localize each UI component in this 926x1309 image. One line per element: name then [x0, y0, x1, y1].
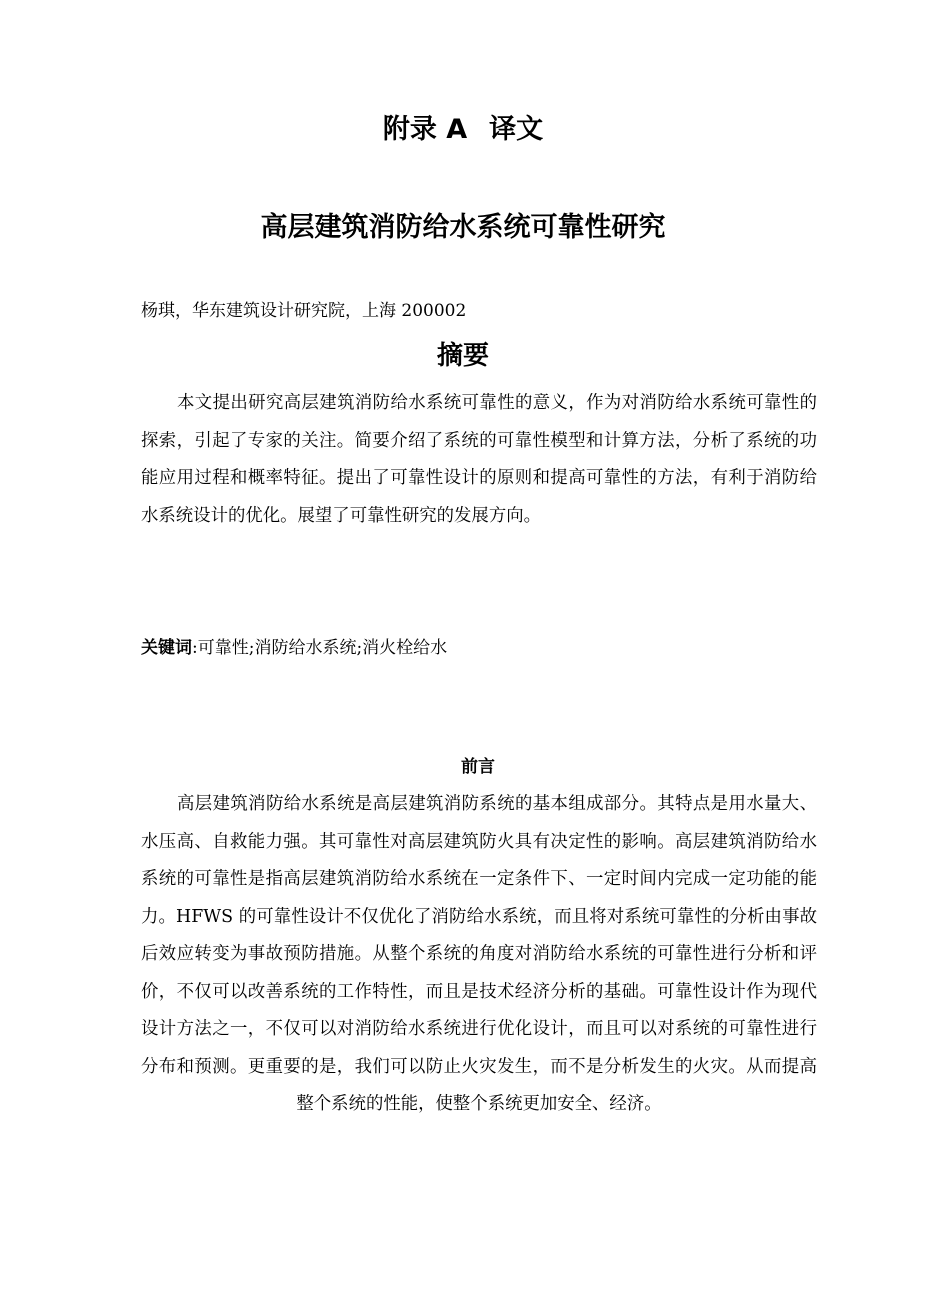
- appendix-title: [0, 110, 926, 150]
- abstract-heading: 摘要: [436, 341, 489, 371]
- appendix-title-text: 译文: [489, 114, 544, 145]
- abstract-paragraph: 本文提出研究高层建筑消防给水系统可靠性的意义，作为对消防给水系统可靠性的探索，引起了专家的关注。简要介绍了系统的可靠性模型和计算方法，分析了系统的功能应用过程和概率特征。提出了可靠性设计的原则和提高可靠性的方法，有利于消防给水系统设计的优化。展望了可靠性研究的发展方向。: [141, 393, 817, 526]
- paper-title: 高层建筑消防给水系统可靠性研究: [260, 212, 666, 243]
- keywords-line: [141, 634, 817, 662]
- author-affiliation: 杨琪，华东建筑设计研究院，上海 200002: [141, 301, 467, 321]
- appendix-label: 附录 A: [382, 114, 468, 145]
- preface-paragraph: 高层建筑消防给水系统是高层建筑消防系统的基本组成部分。其特点是用水量大、水压高、自救能力强。其可靠性对高层建筑防火具有决定性的影响。高层建筑消防给水系统的可靠性是指高层建筑消防给水系统在一定条件下、一定时间内完成一定功能的能力。HFWS 的可靠性设计不仅优化了消防给水系统，而且将对系统可靠性的分析由事故后效应转变为事故预防措施。从整个系统的角度对消防给水系统的可靠性进行分析和评价，不仅可以改善系统的工作特性，而且是技术经济分析的基础。可靠性设计作为现代设计方法之一，不仅可以对消防给水系统进行优化设计，而且可以对系统的可靠性进行分布和预测。更重要的是，我们可以防止火灾发生，而不是分析发生的火灾。从而提高整个系统的性能，使整个系统更加安全、经济。: [141, 794, 817, 1114]
- keywords-label: 关键词: [141, 638, 192, 658]
- preface-heading: 前言: [461, 757, 495, 777]
- keywords-value: :可靠性;消防给水系统;消火栓给水: [192, 638, 448, 658]
